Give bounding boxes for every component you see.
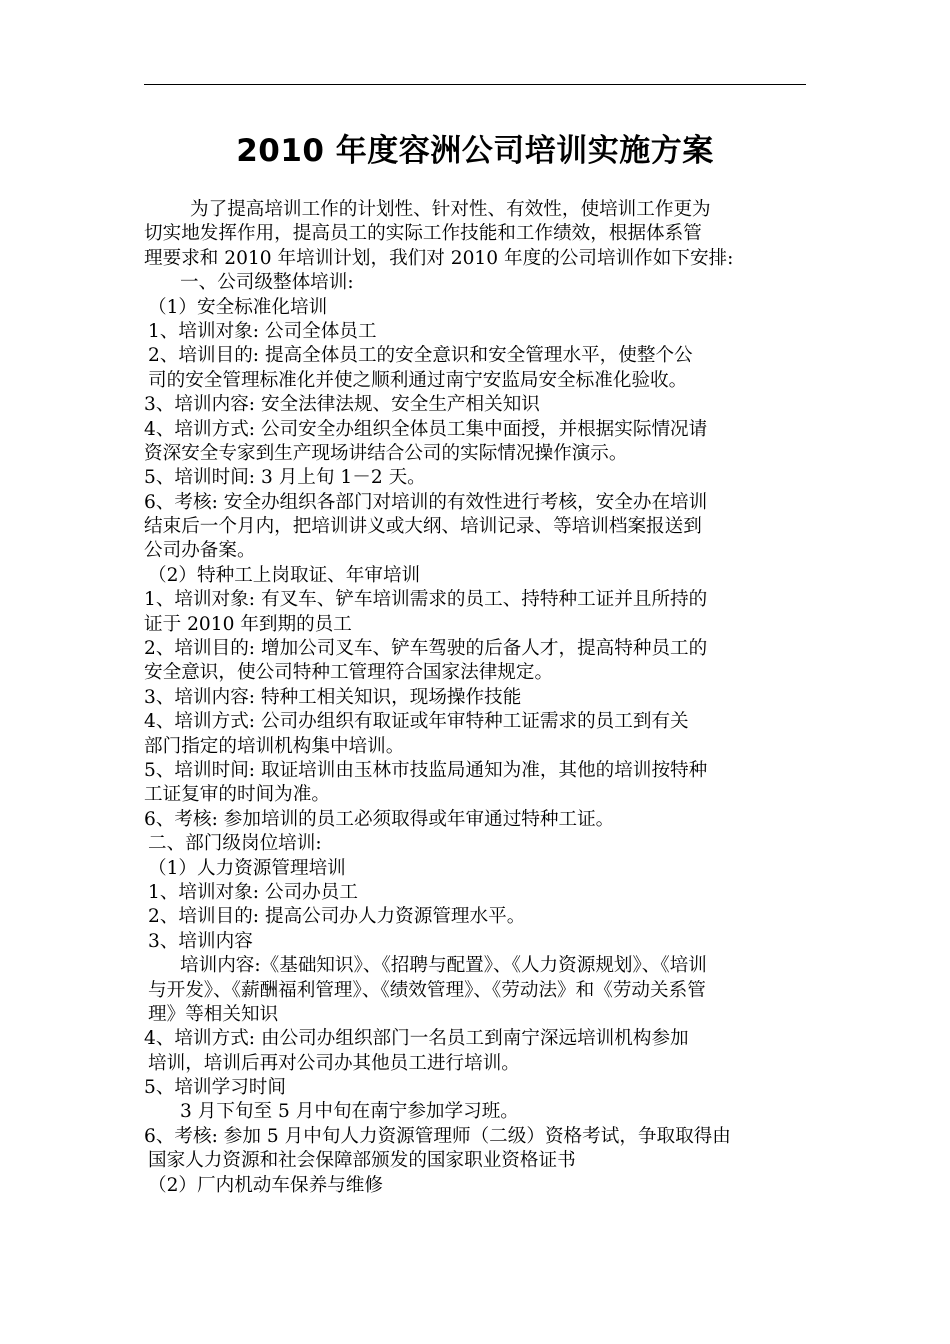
text-line: 3、培训内容: 特种工相关知识，现场操作技能 xyxy=(144,686,522,708)
text-line: 培训内容:《基础知识》、《招聘与配置》、《人力资源规划》、《培训 xyxy=(180,955,707,977)
text-line: 结束后一个月内，把培训讲义或大纲、培训记录、等培训档案报送到 xyxy=(144,516,702,538)
text-line: （1）安全标准化培训 xyxy=(148,296,328,318)
text-line: 1、培训对象: 公司全体员工 xyxy=(148,320,377,342)
text-line: 切实地发挥作用，提高员工的实际工作技能和工作绩效，根据体系管 xyxy=(144,223,702,245)
text-line: 理》等相关知识 xyxy=(148,1003,279,1025)
text-line: 4、培训方式: 公司安全办组织全体员工集中面授，并根据实际情况请 xyxy=(144,418,708,440)
text-line: 5、培训学习时间 xyxy=(144,1077,286,1099)
text-line: 理要求和 2010 年培训计划，我们对 2010 年度的公司培训作如下安排: xyxy=(144,247,734,269)
document-body xyxy=(144,198,808,1198)
text-line: 国家人力资源和社会保障部颁发的国家职业资格证书 xyxy=(148,1150,576,1172)
text-line: 证于 2010 年到期的员工 xyxy=(144,613,352,635)
text-line: 1、培训对象: 有叉车、铲车培训需求的员工、持特种工证并且所持的 xyxy=(144,589,708,611)
text-line: 2、培训目的: 增加公司叉车、铲车驾驶的后备人才，提高特种员工的 xyxy=(144,638,708,660)
text-line: 工证复审的时间为准。 xyxy=(144,784,330,806)
text-line: 4、培训方式: 公司办组织有取证或年审特种工证需求的员工到有关 xyxy=(144,711,689,733)
text-line: 二、部门级岗位培训: xyxy=(148,833,322,855)
text-line: 为了提高培训工作的计划性、针对性、有效性，使培训工作更为 xyxy=(190,199,711,220)
text-line: 2、培训目的: 提高公司办人力资源管理水平。 xyxy=(148,906,526,928)
text-line: 3 月下旬至 5 月中旬在南宁参加学习班。 xyxy=(180,1101,519,1123)
text-line: 与开发》、《薪酬福利管理》、《绩效管理》、《劳动法》和《劳动关系管 xyxy=(148,979,706,1001)
text-line: （2）厂内机动车保养与维修 xyxy=(148,1174,383,1196)
text-line: 6、考核: 参加培训的员工必须取得或年审通过特种工证。 xyxy=(144,808,615,830)
text-line: 培训，培训后再对公司办其他员工进行培训。 xyxy=(148,1052,520,1074)
text-line: 3、培训内容: 安全法律法规、安全生产相关知识 xyxy=(144,394,540,416)
text-line: 6、考核: 安全办组织各部门对培训的有效性进行考核，安全办在培训 xyxy=(144,491,708,513)
text-line: 司的安全管理标准化并使之顺利通过南宁安监局安全标准化验收。 xyxy=(148,369,688,391)
text-line: 部门指定的培训机构集中培训。 xyxy=(144,735,405,757)
header-rule xyxy=(144,84,806,85)
text-line: 6、考核: 参加 5 月中旬人力资源管理师（二级）资格考试，争取取得由 xyxy=(144,1125,731,1147)
text-line: 4、培训方式: 由公司办组织部门一名员工到南宁深远培训机构参加 xyxy=(144,1028,689,1050)
text-line: 1、培训对象: 公司办员工 xyxy=(148,881,358,903)
text-line: 一、公司级整体培训: xyxy=(180,272,354,294)
text-line: 5、培训时间: 3 月上旬 1－2 天。 xyxy=(144,467,426,489)
text-line: 公司办备案。 xyxy=(144,540,256,562)
text-line: （2）特种工上岗取证、年审培训 xyxy=(148,564,421,586)
text-line: 2、培训目的: 提高全体员工的安全意识和安全管理水平，使整个公 xyxy=(148,345,693,367)
text-line: 3、培训内容 xyxy=(148,930,253,952)
text-line: 5、培训时间: 取证培训由玉林市技监局通知为准，其他的培训按特种 xyxy=(144,759,708,781)
text-line: 资深安全专家到生产现场讲结合公司的实际情况操作演示。 xyxy=(144,442,628,464)
document-title: 2010 年度容洲公司培训实施方案 xyxy=(236,133,714,169)
text-line: 安全意识，使公司特种工管理符合国家法律规定。 xyxy=(144,662,554,684)
text-line: （1）人力资源管理培训 xyxy=(148,857,346,879)
